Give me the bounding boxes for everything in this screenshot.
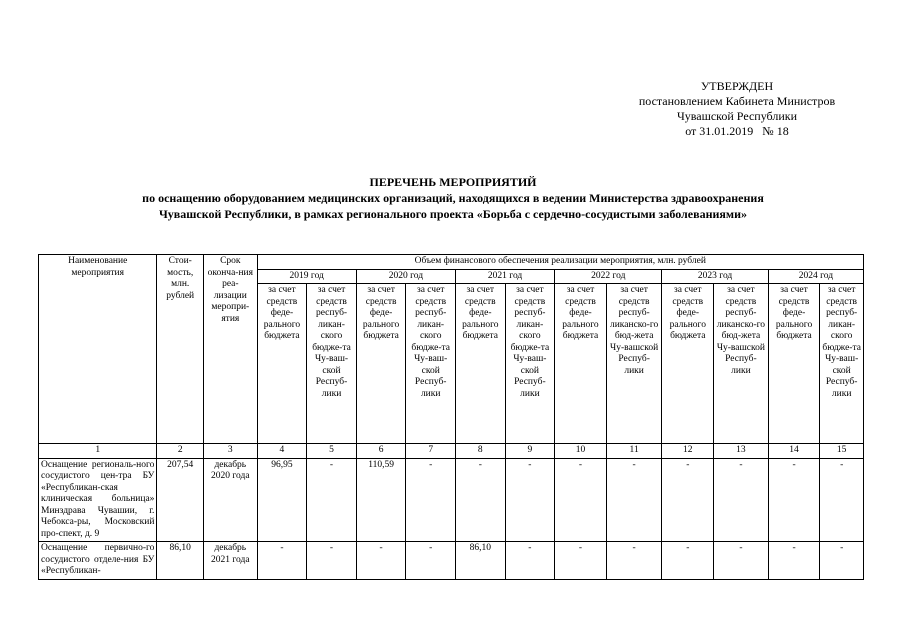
column-number: 14 — [768, 444, 820, 459]
row-value: - — [406, 458, 456, 542]
approval-line-by-resolution: постановлением Кабинета Министров — [638, 94, 836, 108]
row-value: - — [768, 542, 820, 580]
row-value: - — [768, 458, 820, 542]
header-federal-2021: за счет средств феде-рального бюджета — [456, 284, 506, 444]
row-value: - — [714, 458, 769, 542]
column-number: 8 — [456, 444, 506, 459]
header-republic-2024: за счет средств респуб-ликан-ского бюдже-та Чу-ваш-ской Респуб-лики — [820, 284, 864, 444]
column-number-row — [39, 444, 864, 459]
row-name: Оснащение первично-го сосудистого отделе-ния БУ «Республикан- — [39, 542, 157, 580]
row-value: - — [820, 458, 864, 542]
row-value: - — [505, 542, 555, 580]
column-number: 6 — [356, 444, 406, 459]
approval-line-date-number: от 31.01.2019 № 18 — [685, 124, 789, 138]
measures-table — [38, 254, 864, 580]
row-value: - — [820, 542, 864, 580]
header-republic-2023: за счет средств респуб-ликанско-го бюд-жета Чу-вашской Респуб-лики — [714, 284, 769, 444]
column-number: 10 — [555, 444, 607, 459]
header-federal-2022: за счет средств феде-рального бюджета — [555, 284, 607, 444]
header-republic-2021: за счет средств респуб-ликан-ского бюдже-та Чу-ваш-ской Респуб-лики — [505, 284, 555, 444]
column-number: 13 — [714, 444, 769, 459]
column-number: 5 — [307, 444, 357, 459]
column-number: 11 — [606, 444, 662, 459]
row-value: - — [505, 458, 555, 542]
approval-stamp — [612, 79, 862, 139]
row-value: - — [662, 458, 714, 542]
row-value: - — [555, 458, 607, 542]
row-value: - — [356, 542, 406, 580]
header-federal-2024: за счет средств феде-рального бюджета — [768, 284, 820, 444]
row-deadline: декабрь 2020 года — [203, 458, 257, 542]
header-year-2023: 2023 год — [662, 269, 768, 284]
header-federal-2023: за счет средств феде-рального бюджета — [662, 284, 714, 444]
header-republic-2020: за счет средств респуб-ликан-ского бюдже-та Чу-ваш-ской Респуб-лики — [406, 284, 456, 444]
header-year-2021: 2021 год — [456, 269, 555, 284]
row-name: Оснащение региональ-ного сосудистого цен-тра БУ «Республикан-ская клиническая больница» Минздрава Чувашии, г. Чебокса-ры, Московский про-спект, д. 9 — [39, 458, 157, 542]
row-cost: 207,54 — [157, 458, 204, 542]
approval-line-republic: Чувашской Республики — [676, 109, 798, 123]
column-number: 3 — [203, 444, 257, 459]
header-name: Наименование мероприятия — [39, 255, 157, 444]
row-value: - — [606, 458, 662, 542]
row-value: - — [555, 542, 607, 580]
row-cost: 86,10 — [157, 542, 204, 580]
row-value: - — [257, 542, 307, 580]
header-year-2019: 2019 год — [257, 269, 356, 284]
row-value: 110,59 — [356, 458, 406, 542]
header-year-2020: 2020 год — [356, 269, 455, 284]
document-title — [20, 174, 886, 222]
row-deadline: декабрь 2021 года — [203, 542, 257, 580]
column-number: 1 — [39, 444, 157, 459]
header-cost: Стои-мость, млн. рублей — [157, 255, 204, 444]
row-value: - — [307, 542, 357, 580]
column-number: 2 — [157, 444, 204, 459]
column-number: 15 — [820, 444, 864, 459]
column-number: 4 — [257, 444, 307, 459]
row-value: 96,95 — [257, 458, 307, 542]
table-row — [39, 458, 864, 542]
column-number: 7 — [406, 444, 456, 459]
row-value: - — [606, 542, 662, 580]
title-line-2: по оснащению оборудованием медицинских организаций, находящихся в ведении Министерства здравоохранения — [142, 191, 764, 205]
row-value: - — [406, 542, 456, 580]
header-federal-2020: за счет средств феде-рального бюджета — [356, 284, 406, 444]
table-row — [39, 542, 864, 580]
header-row-1 — [39, 255, 864, 270]
header-deadline: Срок оконча-ния реа-лизации меропри-ятия — [203, 255, 257, 444]
title-line-3: Чувашской Республики, в рамках регионального проекта «Борьба с сердечно-сосудистыми заболеваниями» — [159, 207, 747, 221]
column-number: 12 — [662, 444, 714, 459]
row-value: - — [714, 542, 769, 580]
title-line-1: ПЕРЕЧЕНЬ МЕРОПРИЯТИЙ — [369, 175, 537, 189]
header-republic-2022: за счет средств респуб-ликанско-го бюд-жета Чу-вашской Респуб-лики — [606, 284, 662, 444]
header-financing: Объем финансового обеспечения реализации мероприятия, млн. рублей — [257, 255, 863, 270]
row-value: 86,10 — [456, 542, 506, 580]
header-year-2022: 2022 год — [555, 269, 662, 284]
approval-line-approved: УТВЕРЖДЕН — [700, 79, 774, 93]
row-value: - — [456, 458, 506, 542]
column-number: 9 — [505, 444, 555, 459]
row-value: - — [662, 542, 714, 580]
header-federal-2019: за счет средств феде-рального бюджета — [257, 284, 307, 444]
header-republic-2019: за счет средств респуб-ликан-ского бюдже-та Чу-ваш-ской Респуб-лики — [307, 284, 357, 444]
header-year-2024: 2024 год — [768, 269, 863, 284]
row-value: - — [307, 458, 357, 542]
